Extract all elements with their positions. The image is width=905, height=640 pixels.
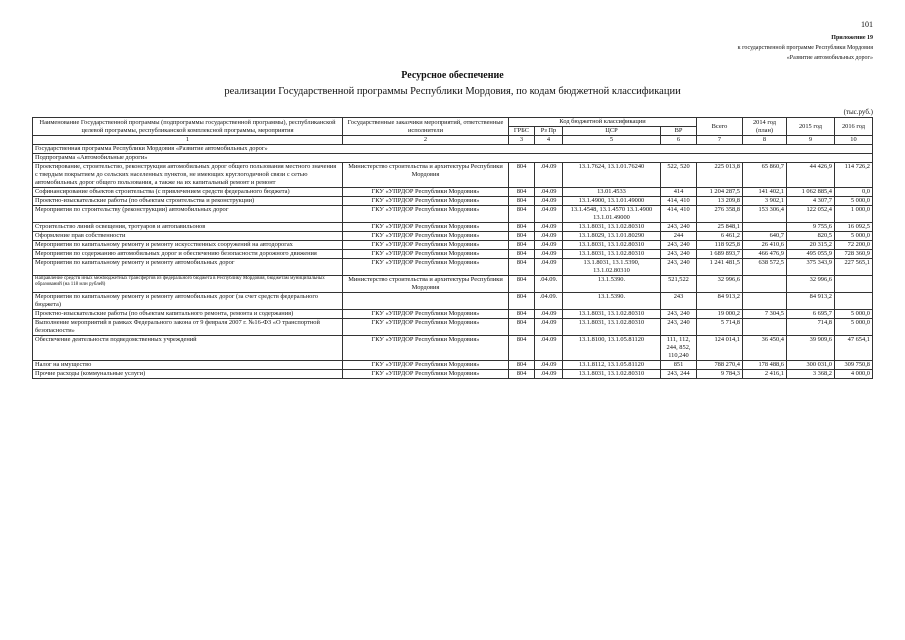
amount-2015: 1 062 885,4 xyxy=(787,188,835,197)
rzpr-code: .04.09 xyxy=(535,250,563,259)
amount-2014: 36 450,4 xyxy=(743,336,787,361)
amount-2016: 227 565,1 xyxy=(835,259,873,276)
amount-2015: 6 695,7 xyxy=(787,310,835,319)
responsible-executor: ГКУ «УПРДОР Республики Мордовия» xyxy=(343,188,509,197)
vr-code: 243, 240 xyxy=(661,310,697,319)
vr-code: 244 xyxy=(661,232,697,241)
csr-code: 13.1.8029, 13.1.01.80290 xyxy=(563,232,661,241)
table-row xyxy=(33,336,873,361)
grbs-code: 804 xyxy=(509,232,535,241)
csr-code: 13.1.8031, 13.1.02.80310 xyxy=(563,310,661,319)
amount-2016: 16 092,5 xyxy=(835,223,873,232)
amount-2015: 20 315,2 xyxy=(787,241,835,250)
amount-2015: 32 996,6 xyxy=(787,276,835,293)
amount-2015: 714,8 xyxy=(787,319,835,336)
amount-2016: 72 200,0 xyxy=(835,241,873,250)
responsible-executor: ГКУ «УПРДОР Республики Мордовия» xyxy=(343,336,509,361)
document-title: Ресурсное обеспечение xyxy=(401,70,504,81)
header-rzpr: Рз Пр xyxy=(535,127,563,136)
csr-code: 13.1.4900, 13.1.01.49000 xyxy=(563,197,661,206)
total-amount: 225 013,8 xyxy=(697,163,743,188)
responsible-executor xyxy=(343,293,509,310)
grbs-code: 804 xyxy=(509,319,535,336)
table-row xyxy=(33,361,873,370)
table-row xyxy=(33,259,873,276)
rzpr-code: .04.09. xyxy=(535,276,563,293)
measure-name: Мероприятия по капитальному ремонту и ремонту искусственных сооружений на автодорогах xyxy=(33,241,343,250)
amount-2015: 495 055,9 xyxy=(787,250,835,259)
amount-2014: 141 402,1 xyxy=(743,188,787,197)
column-number: 7 xyxy=(697,136,743,145)
csr-code: 13.1.8031, 13.1.02.80310 xyxy=(563,223,661,232)
rzpr-code: .04.09 xyxy=(535,206,563,223)
amount-2015: 44 426,9 xyxy=(787,163,835,188)
column-number: 10 xyxy=(835,136,873,145)
amount-2014: 65 860,7 xyxy=(743,163,787,188)
amount-2014: 638 572,5 xyxy=(743,259,787,276)
measure-name: Строительство линий освещения, тротуаров и автопавильонов xyxy=(33,223,343,232)
measure-name: Мероприятия по капитальному ремонту и ремонту автомобильных дорог xyxy=(33,259,343,276)
vr-code: 243, 240 xyxy=(661,241,697,250)
column-number-row xyxy=(33,136,873,145)
table-row xyxy=(33,223,873,232)
amount-2016: 1 000,0 xyxy=(835,206,873,223)
total-amount: 1 689 893,7 xyxy=(697,250,743,259)
header-budget-code: Код бюджетной классификации xyxy=(509,118,697,127)
amount-2014 xyxy=(743,319,787,336)
csr-code: 13.1.4548, 13.1.4570 13.1.4900 13.1.01.49000 xyxy=(563,206,661,223)
measure-name: Направление средств иных межбюджетных трансфертов из федерального бюджета в Республику Мордовия, бюджетам муниципальных образований (на 118 млн рублей) xyxy=(33,276,343,293)
total-amount: 32 996,6 xyxy=(697,276,743,293)
header-grbs: ГРБС xyxy=(509,127,535,136)
responsible-executor: ГКУ «УПРДОР Республики Мордовия» xyxy=(343,250,509,259)
amount-2016: 114 726,2 xyxy=(835,163,873,188)
amount-2016: 5 000,0 xyxy=(835,319,873,336)
amount-2015: 9 755,6 xyxy=(787,223,835,232)
grbs-code: 804 xyxy=(509,241,535,250)
amount-2014 xyxy=(743,223,787,232)
amount-2015: 375 343,9 xyxy=(787,259,835,276)
vr-code: 243, 240 xyxy=(661,319,697,336)
csr-code: 13.01.4533 xyxy=(563,188,661,197)
column-number: 9 xyxy=(787,136,835,145)
csr-code: 13.1.8100, 13.1.05.81120 xyxy=(563,336,661,361)
header-vr: ВР xyxy=(661,127,697,136)
grbs-code: 804 xyxy=(509,370,535,379)
subprogram-title: Подпрограмма «Автомобильные дороги» xyxy=(33,154,873,163)
amount-2016: 47 654,1 xyxy=(835,336,873,361)
rzpr-code: .04.09 xyxy=(535,310,563,319)
amount-2014 xyxy=(743,293,787,310)
amount-2016: 4 000,0 xyxy=(835,370,873,379)
vr-code: 243, 240 xyxy=(661,259,697,276)
table-row xyxy=(33,188,873,197)
csr-code: 13.1.8031, 13.1.02.80310 xyxy=(563,250,661,259)
responsible-executor: ГКУ «УПРДОР Республики Мордовия» xyxy=(343,206,509,223)
amount-2014: 178 488,6 xyxy=(743,361,787,370)
amount-2016 xyxy=(835,276,873,293)
responsible-executor: ГКУ «УПРДОР Республики Мордовия» xyxy=(343,259,509,276)
total-amount: 118 925,8 xyxy=(697,241,743,250)
vr-code: 414 xyxy=(661,188,697,197)
grbs-code: 804 xyxy=(509,206,535,223)
amount-2016: 309 750,8 xyxy=(835,361,873,370)
total-amount: 25 848,1 xyxy=(697,223,743,232)
header-name: Наименование Государственной программы (подпрограммы государственной программы), республиканской целевой программы, республиканской комплексной программы, мероприятия xyxy=(33,118,343,136)
grbs-code: 804 xyxy=(509,361,535,370)
column-number: 4 xyxy=(535,136,563,145)
rzpr-code: .04.09. xyxy=(535,293,563,310)
measure-name: Проектно-изыскательские работы (по объектам капитального ремонта, ремонта и содержания) xyxy=(33,310,343,319)
rzpr-code: .04.09 xyxy=(535,319,563,336)
vr-code: 243, 240 xyxy=(661,250,697,259)
csr-code: 13.1.8031, 13.1.02.80310 xyxy=(563,241,661,250)
measure-name: Проектно-изыскательские работы (по объектам строительства и реконструкции) xyxy=(33,197,343,206)
rzpr-code: .04.09 xyxy=(535,232,563,241)
column-number: 1 xyxy=(33,136,343,145)
rzpr-code: .04.09 xyxy=(535,259,563,276)
resource-table xyxy=(32,117,873,379)
amount-2015: 820,5 xyxy=(787,232,835,241)
measure-name: Мероприятия по содержанию автомобильных дорог и обеспечению безопасности дорожного движения xyxy=(33,250,343,259)
responsible-executor: ГКУ «УПРДОР Республики Мордовия» xyxy=(343,370,509,379)
vr-code: 243, 240 xyxy=(661,223,697,232)
amount-2015: 122 052,4 xyxy=(787,206,835,223)
responsible-executor: ГКУ «УПРДОР Республики Мордовия» xyxy=(343,319,509,336)
grbs-code: 804 xyxy=(509,336,535,361)
measure-name: Прочие расходы (коммунальные услуги) xyxy=(33,370,343,379)
measure-name: Мероприятия по капитальному ремонту и ремонту автомобильных дорог (за счет средств федерального бюджета) xyxy=(33,293,343,310)
header-customer: Государственные заказчики мероприятий, ответственные исполнители xyxy=(343,118,509,136)
total-amount: 788 270,4 xyxy=(697,361,743,370)
responsible-executor: Министерство строительства и архитектуры Республики Мордовия xyxy=(343,276,509,293)
table-row xyxy=(33,370,873,379)
grbs-code: 804 xyxy=(509,188,535,197)
page-number: 101 xyxy=(861,20,873,29)
table-row xyxy=(33,276,873,293)
total-amount: 124 014,1 xyxy=(697,336,743,361)
amount-2015: 4 307,7 xyxy=(787,197,835,206)
vr-code: 243, 244 xyxy=(661,370,697,379)
rzpr-code: .04.09 xyxy=(535,188,563,197)
header-csr: ЦСР xyxy=(563,127,661,136)
column-number: 5 xyxy=(563,136,661,145)
csr-code: 13.1.7624, 13.1.01.76240 xyxy=(563,163,661,188)
table-row xyxy=(33,310,873,319)
rzpr-code: .04.09 xyxy=(535,370,563,379)
amount-2014: 2 416,1 xyxy=(743,370,787,379)
column-number: 2 xyxy=(343,136,509,145)
header-total: Всего xyxy=(697,118,743,136)
appendix-reference: к государственной программе Республики Мордовия xyxy=(737,45,873,51)
grbs-code: 804 xyxy=(509,163,535,188)
amount-2014: 26 410,6 xyxy=(743,241,787,250)
amount-2014: 3 902,1 xyxy=(743,197,787,206)
responsible-executor: ГКУ «УПРДОР Республики Мордовия» xyxy=(343,223,509,232)
measure-name: Проектирование, строительство, реконструкция автомобильных дорог общего пользования местного значения с твердым покрытием до сельских населенных пунктов, не имеющих круглогодичной связи с сетью автомобильных дорог общего пользования, а также на их капитальный ремонт и ремонт xyxy=(33,163,343,188)
amount-2016: 0,0 xyxy=(835,188,873,197)
header-2016: 2016 год xyxy=(835,118,873,136)
program-title: Государственная программа Республики Мордовия «Развитие автомобильных дорог» xyxy=(33,145,873,154)
grbs-code: 804 xyxy=(509,293,535,310)
measure-name: Софинансирование объектов строительства (с привлечением средств федерального бюджета) xyxy=(33,188,343,197)
responsible-executor: Министерство строительства и архитектуры Республики Мордовия xyxy=(343,163,509,188)
amount-2016: 5 000,0 xyxy=(835,197,873,206)
table-row xyxy=(33,293,873,310)
subprogram-row xyxy=(33,154,873,163)
vr-code: 521,522 xyxy=(661,276,697,293)
responsible-executor: ГКУ «УПРДОР Республики Мордовия» xyxy=(343,241,509,250)
responsible-executor: ГКУ «УПРДОР Республики Мордовия» xyxy=(343,197,509,206)
measure-name: Оформление прав собственности xyxy=(33,232,343,241)
responsible-executor: ГКУ «УПРДОР Республики Мордовия» xyxy=(343,361,509,370)
amount-2014: 466 476,9 xyxy=(743,250,787,259)
vr-code: 851 xyxy=(661,361,697,370)
total-amount: 1 204 287,5 xyxy=(697,188,743,197)
amount-2015: 84 913,2 xyxy=(787,293,835,310)
grbs-code: 804 xyxy=(509,259,535,276)
units-label: (тыс.руб.) xyxy=(843,108,873,116)
amount-2016 xyxy=(835,293,873,310)
total-amount: 6 461,2 xyxy=(697,232,743,241)
rzpr-code: .04.09 xyxy=(535,336,563,361)
csr-code: 13.1.8031, 13.1.02.80310 xyxy=(563,370,661,379)
grbs-code: 804 xyxy=(509,310,535,319)
table-row xyxy=(33,206,873,223)
rzpr-code: .04.09 xyxy=(535,197,563,206)
table-row xyxy=(33,250,873,259)
table-row xyxy=(33,319,873,336)
header-2015: 2015 год xyxy=(787,118,835,136)
responsible-executor: ГКУ «УПРДОР Республики Мордовия» xyxy=(343,310,509,319)
grbs-code: 804 xyxy=(509,223,535,232)
table-row xyxy=(33,163,873,188)
total-amount: 1 241 481,5 xyxy=(697,259,743,276)
rzpr-code: .04.09 xyxy=(535,361,563,370)
amount-2015: 3 368,2 xyxy=(787,370,835,379)
grbs-code: 804 xyxy=(509,197,535,206)
amount-2016: 728 360,9 xyxy=(835,250,873,259)
rzpr-code: .04.09 xyxy=(535,223,563,232)
document-subtitle: реализации Государственной программы Республики Мордовия, по кодам бюджетной классификации xyxy=(224,86,681,97)
total-amount: 276 358,8 xyxy=(697,206,743,223)
responsible-executor: ГКУ «УПРДОР Республики Мордовия» xyxy=(343,232,509,241)
header-2014: 2014 год (план) xyxy=(743,118,787,136)
csr-code: 13.1.8031, 13.1.5390, 13.1.02.80310 xyxy=(563,259,661,276)
table-row xyxy=(33,232,873,241)
amount-2014: 153 306,4 xyxy=(743,206,787,223)
amount-2014 xyxy=(743,276,787,293)
column-number: 8 xyxy=(743,136,787,145)
measure-name: Налог на имущество xyxy=(33,361,343,370)
amount-2015: 300 031,0 xyxy=(787,361,835,370)
csr-code: 13.1.5390. xyxy=(563,293,661,310)
csr-code: 13.1.5390. xyxy=(563,276,661,293)
total-amount: 9 784,3 xyxy=(697,370,743,379)
table-row xyxy=(33,241,873,250)
column-number: 3 xyxy=(509,136,535,145)
amount-2016: 5 000,0 xyxy=(835,310,873,319)
appendix-program-name: «Развитие автомобильных дорог» xyxy=(786,55,873,61)
rzpr-code: .04.09 xyxy=(535,241,563,250)
total-amount: 84 913,2 xyxy=(697,293,743,310)
measure-name: Выполнение мероприятий в рамках Федерального закона от 9 февраля 2007 г. №16-ФЗ «О транспортной безопасности» xyxy=(33,319,343,336)
csr-code: 13.1.8112, 13.1.05.81120 xyxy=(563,361,661,370)
program-row xyxy=(33,145,873,154)
vr-code: 414, 410 xyxy=(661,206,697,223)
total-amount: 13 209,8 xyxy=(697,197,743,206)
rzpr-code: .04.09 xyxy=(535,163,563,188)
column-number: 6 xyxy=(661,136,697,145)
vr-code: 522, 520 xyxy=(661,163,697,188)
grbs-code: 804 xyxy=(509,250,535,259)
amount-2015: 39 909,6 xyxy=(787,336,835,361)
amount-2014: 640,7 xyxy=(743,232,787,241)
vr-code: 414, 410 xyxy=(661,197,697,206)
amount-2016: 5 000,0 xyxy=(835,232,873,241)
measure-name: Обеспечение деятельности подведомственных учреждений xyxy=(33,336,343,361)
amount-2014: 7 304,5 xyxy=(743,310,787,319)
total-amount: 5 714,8 xyxy=(697,319,743,336)
appendix-label: Приложение 19 xyxy=(831,35,873,41)
grbs-code: 804 xyxy=(509,276,535,293)
table-row xyxy=(33,197,873,206)
csr-code: 13.1.8031, 13.1.02.80310 xyxy=(563,319,661,336)
vr-code: 111, 112, 244, 852, 110,240 xyxy=(661,336,697,361)
vr-code: 243 xyxy=(661,293,697,310)
total-amount: 19 000,2 xyxy=(697,310,743,319)
measure-name: Мероприятия по строительству (реконструкции) автомобильных дорог xyxy=(33,206,343,223)
